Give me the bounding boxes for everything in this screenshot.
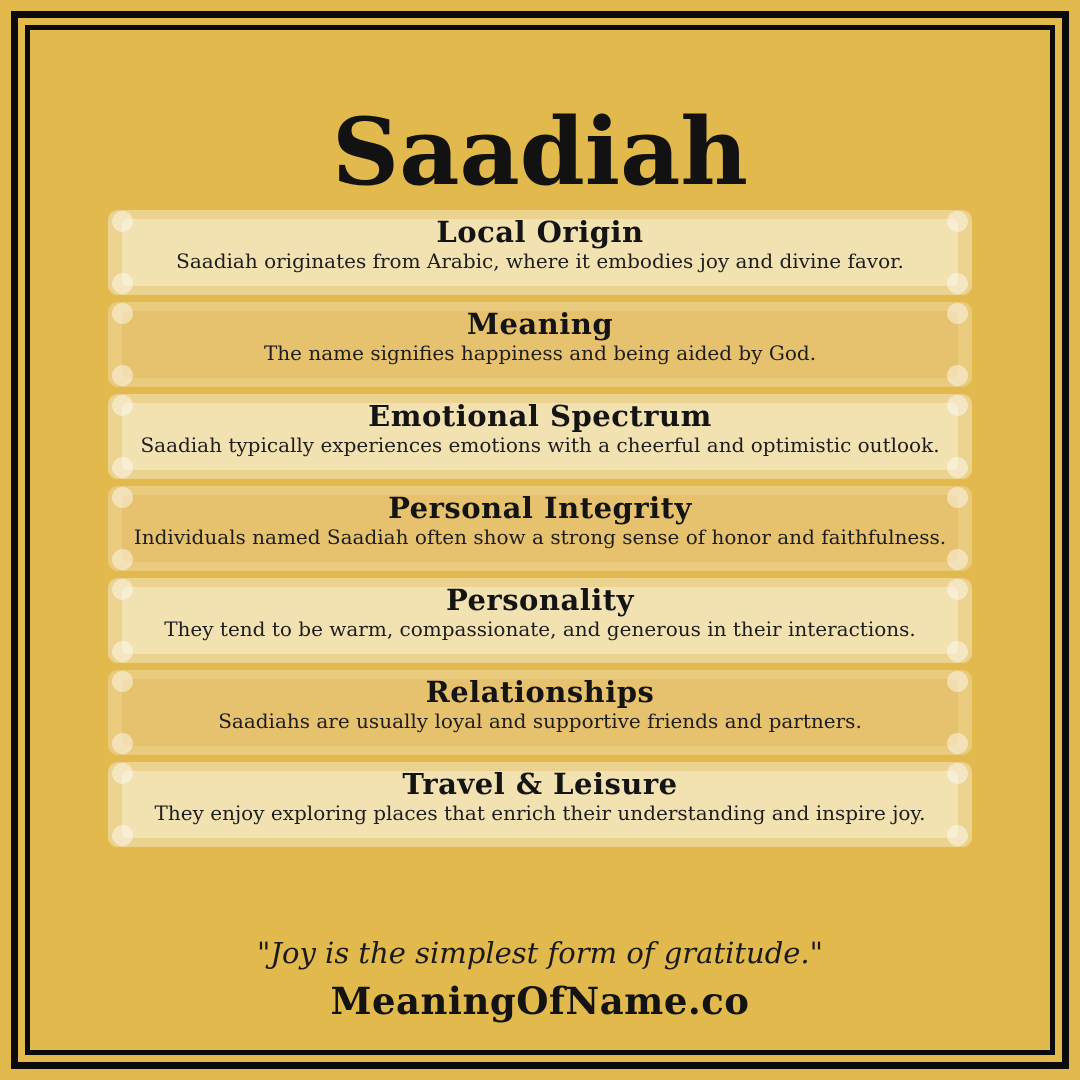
- card-title: Travel & Leisure: [402, 767, 678, 801]
- card-title: Emotional Spectrum: [368, 399, 712, 433]
- card-description: Saadiah typically experiences emotions with a cheerful and optimistic outlook.: [140, 433, 940, 457]
- info-card-list: [108, 210, 972, 847]
- corner-rivet-icon: [112, 733, 133, 754]
- card-title: Relationships: [425, 675, 655, 709]
- card-description: Saadiahs are usually loyal and supportive friends and partners.: [218, 709, 862, 733]
- corner-rivet-icon: [112, 365, 133, 386]
- corner-rivet-icon: [947, 549, 968, 570]
- corner-rivet-icon: [947, 733, 968, 754]
- corner-rivet-icon: [947, 825, 968, 846]
- corner-rivet-icon: [947, 457, 968, 478]
- card-local-origin: [108, 210, 972, 295]
- card-travel-leisure: [108, 762, 972, 847]
- corner-rivet-icon: [112, 825, 133, 846]
- corner-rivet-icon: [947, 273, 968, 294]
- corner-rivet-icon: [947, 365, 968, 386]
- card-personality: [108, 578, 972, 663]
- card-relationships: [108, 670, 972, 755]
- card-description: Individuals named Saadiah often show a strong sense of honor and faithfulness.: [133, 525, 947, 549]
- card-description: They enjoy exploring places that enrich their understanding and inspire joy.: [154, 801, 926, 825]
- page-title: Saadiah: [332, 97, 748, 207]
- card-description: Saadiah originates from Arabic, where it embodies joy and divine favor.: [176, 249, 904, 273]
- card-title: Local Origin: [436, 215, 644, 249]
- card-description: The name signifies happiness and being aided by God.: [263, 341, 817, 365]
- card-meaning: [108, 302, 972, 387]
- card-title: Personal Integrity: [388, 491, 692, 525]
- quote-text: "Joy is the simplest form of gratitude.": [257, 936, 823, 970]
- corner-rivet-icon: [112, 457, 133, 478]
- card-personal-integrity: [108, 486, 972, 571]
- corner-rivet-icon: [112, 549, 133, 570]
- corner-rivet-icon: [947, 641, 968, 662]
- card-title: Personality: [445, 583, 635, 617]
- corner-rivet-icon: [112, 641, 133, 662]
- card-emotional-spectrum: [108, 394, 972, 479]
- site-name: MeaningOfName.co: [330, 979, 750, 1023]
- corner-rivet-icon: [112, 273, 133, 294]
- card-description: They tend to be warm, compassionate, and generous in their interactions.: [164, 617, 916, 641]
- card-title: Meaning: [466, 307, 614, 341]
